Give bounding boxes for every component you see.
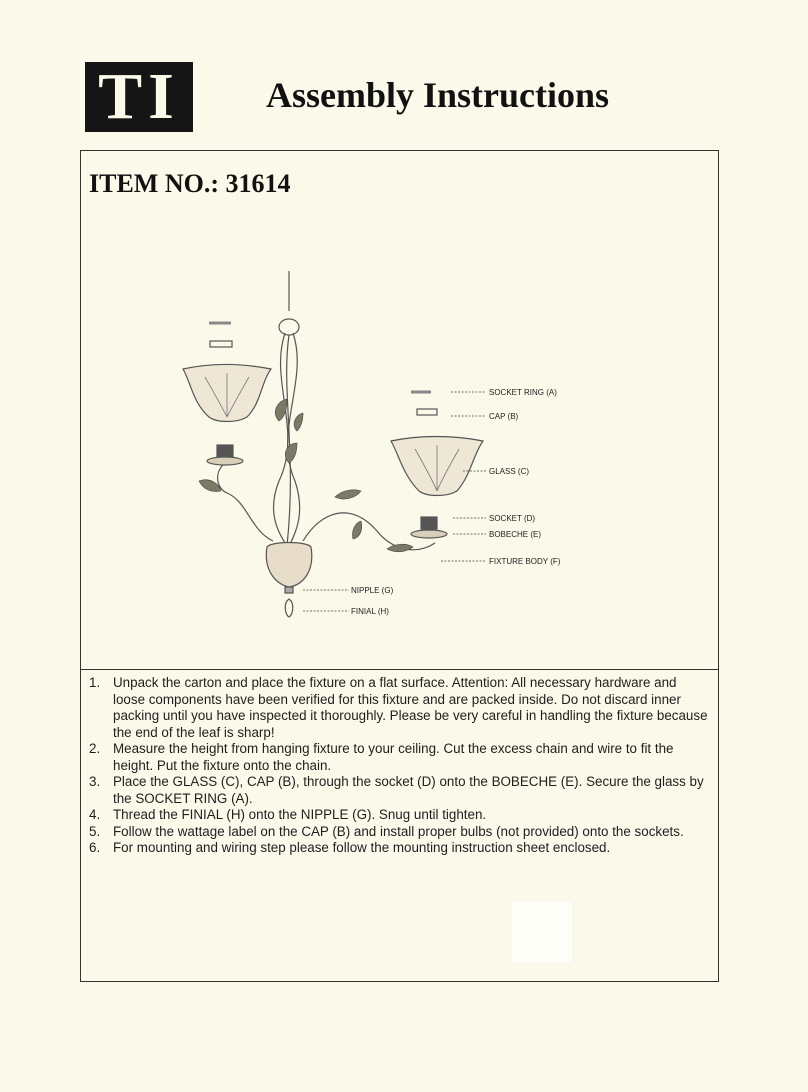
- step-text: Thread the FINIAL (H) onto the NIPPLE (G). Snug until tighten.: [113, 807, 487, 822]
- step-text: Follow the wattage label on the CAP (B) and install proper bulbs (not provided) onto the sockets.: [113, 823, 684, 839]
- instruction-steps: [89, 675, 709, 857]
- step-number: 4.: [89, 807, 101, 822]
- left-arm: [218, 463, 273, 541]
- step-item: [89, 741, 709, 774]
- step-item: [89, 807, 709, 824]
- step-number: 5.: [89, 823, 101, 839]
- step-text: Unpack the carton and place the fixture on a flat surface. Attention: All necessary hardware and loose components have been verified for this fixture and are packed inside. Do not discard inner packing until you have inspected it thoroughly. Please be very careful in handling the fixture because the end of the leaf is sharp!: [113, 675, 708, 740]
- step-item: [89, 840, 709, 857]
- step-number: 3.: [89, 774, 101, 789]
- step-item: [89, 675, 709, 741]
- page-title: Assembly Instructions: [266, 75, 610, 115]
- brand-logo: [85, 62, 193, 132]
- label-socket-ring: SOCKET RING (A): [489, 388, 557, 397]
- step-text: Place the GLASS (C), CAP (B), through the socket (D) onto the BOBECHE (E). Secure the glass by the SOCKET RING (A).: [113, 774, 704, 806]
- section-divider: [81, 669, 718, 670]
- label-finial: FINIAL (H): [351, 607, 389, 616]
- twisted-stem: [274, 333, 300, 546]
- right-socket-shape: [421, 517, 437, 529]
- label-glass: GLASS (C): [489, 467, 530, 476]
- label-nipple: NIPPLE (G): [351, 586, 394, 595]
- legend-cap-shape: [417, 409, 437, 415]
- step-item: [89, 824, 709, 841]
- left-socket-shape: [217, 445, 233, 457]
- label-cap: CAP (B): [489, 412, 519, 421]
- left-bobeche-shape: [207, 457, 243, 465]
- left-cap-shape: [210, 341, 232, 347]
- fixture-diagram: [81, 151, 718, 669]
- hanger-loop: [279, 319, 299, 335]
- label-fixture-body: FIXTURE BODY (F): [489, 557, 561, 566]
- step-item: [89, 774, 709, 807]
- label-socket: SOCKET (D): [489, 514, 536, 523]
- step-text: For mounting and wiring step please follow the mounting instruction sheet enclosed.: [113, 840, 611, 855]
- fixture-body-shape: [266, 543, 311, 588]
- step-number: 2.: [89, 741, 101, 756]
- instruction-frame: [80, 150, 719, 982]
- step-text: Measure the height from hanging fixture to your ceiling. Cut the excess chain and wire to fit the height. Put the fixture onto the chain.: [113, 741, 674, 773]
- blank-patch: [512, 902, 572, 962]
- step-number: 6.: [89, 840, 101, 855]
- logo-text: TI: [98, 60, 180, 133]
- finial-shape: [285, 599, 293, 617]
- label-bobeche: BOBECHE (E): [489, 530, 542, 539]
- item-number: ITEM NO.: 31614: [89, 169, 291, 198]
- step-number: 1.: [89, 675, 101, 690]
- right-bobeche-shape: [411, 530, 447, 538]
- nipple-shape: [285, 587, 293, 593]
- leader-lines: [303, 392, 486, 611]
